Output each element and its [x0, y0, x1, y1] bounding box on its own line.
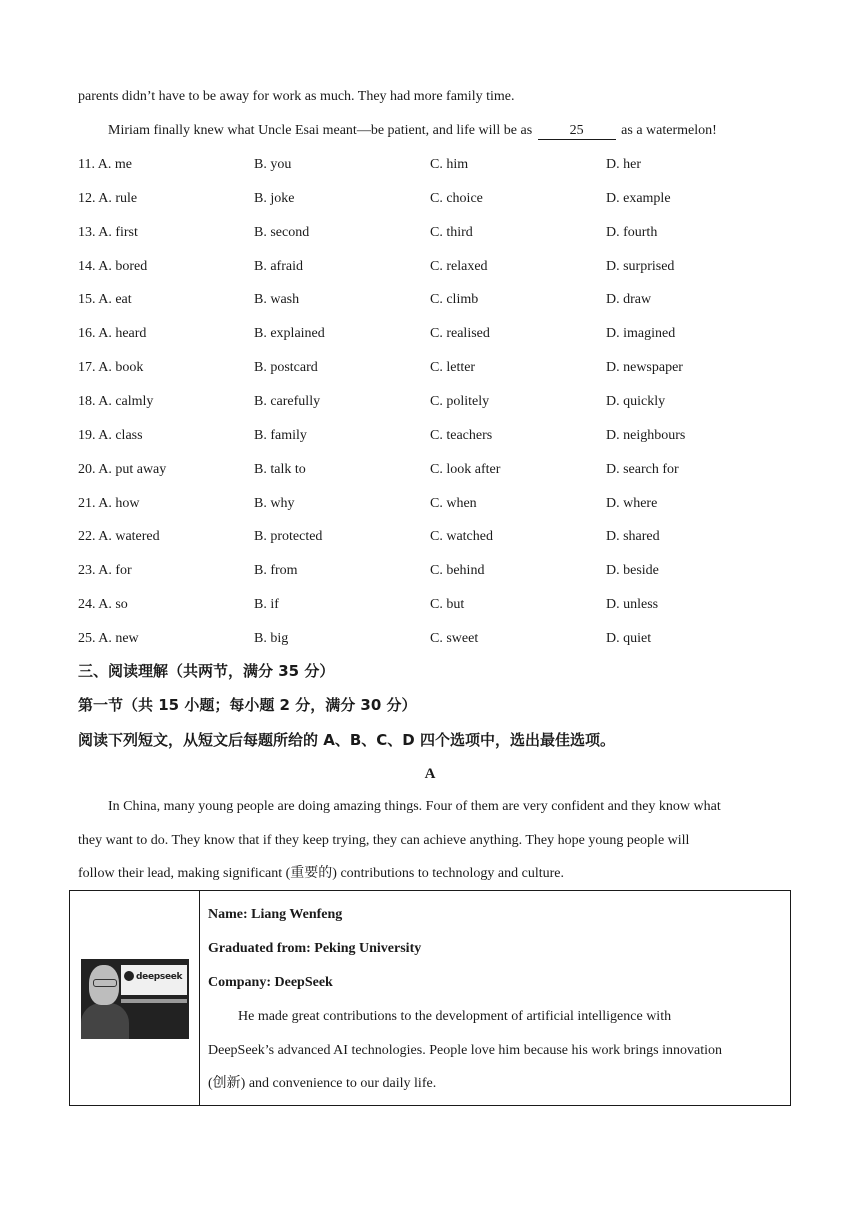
option-c: C. sweet	[430, 631, 479, 646]
option-c: C. him	[430, 157, 469, 172]
option-b: B. afraid	[254, 259, 303, 274]
option-a: 21. A. how	[78, 496, 140, 511]
option-c: C. third	[430, 225, 473, 240]
passage-a-line-2: they want to do. They know that if they keep trying, they can achieve anything. They hope young people will	[78, 833, 690, 848]
option-d: D. newspaper	[606, 360, 683, 375]
option-a: 13. A. first	[78, 225, 138, 240]
question-row	[78, 561, 778, 581]
question-row	[78, 358, 778, 378]
option-d: D. unless	[606, 597, 659, 612]
passage-end-line-1: parents didn’t have to be away for work as much. They had more family time.	[78, 89, 515, 104]
option-a: 11. A. me	[78, 157, 132, 172]
option-c: C. watched	[430, 529, 493, 544]
option-c: C. politely	[430, 394, 490, 409]
option-b: B. why	[254, 496, 295, 511]
passage-end-text-after: as a watermelon!	[621, 123, 717, 138]
photo-sign-strip	[121, 999, 187, 1003]
option-a: 25. A. new	[78, 631, 139, 646]
profile-desc-line-2: DeepSeek’s advanced AI technologies. People love him because his work brings innovation	[208, 1043, 722, 1058]
option-d: D. shared	[606, 529, 660, 544]
option-b: B. second	[254, 225, 310, 240]
option-a: 18. A. calmly	[78, 394, 154, 409]
option-b: B. you	[254, 157, 292, 172]
option-b: B. protected	[254, 529, 323, 544]
option-d: D. beside	[606, 563, 659, 578]
question-row	[78, 629, 778, 649]
photo-person-body	[81, 1003, 129, 1039]
option-c: C. when	[430, 496, 477, 511]
question-row	[78, 223, 778, 243]
option-d: D. her	[606, 157, 641, 172]
passage-end-line-2	[108, 121, 717, 141]
option-a: 15. A. eat	[78, 292, 132, 307]
question-row	[78, 527, 778, 547]
question-row	[78, 257, 778, 277]
option-c: C. teachers	[430, 428, 493, 443]
option-a: 14. A. bored	[78, 259, 148, 274]
question-row	[78, 324, 778, 344]
option-a: 22. A. watered	[78, 529, 160, 544]
passage-a-line-1: In China, many young people are doing amazing things. Four of them are very confident and they know what	[108, 799, 721, 814]
option-c: C. choice	[430, 191, 483, 206]
question-row	[78, 290, 778, 310]
question-row	[78, 189, 778, 209]
option-a: 16. A. heard	[78, 326, 147, 341]
passage-label: A	[424, 766, 436, 782]
profile-desc-line-3: (创新) and convenience to our daily life.	[208, 1076, 437, 1091]
profile-photo	[81, 959, 189, 1039]
section-part-title: 第一节（共 15 小题；每小题 2 分，满分 30 分）	[78, 696, 417, 714]
option-b: B. carefully	[254, 394, 321, 409]
option-b: B. wash	[254, 292, 300, 307]
deepseek-logo-icon	[124, 971, 134, 981]
question-row	[78, 595, 778, 615]
option-d: D. example	[606, 191, 671, 206]
table-column-divider	[199, 891, 200, 1105]
question-row	[78, 155, 778, 175]
option-b: B. family	[254, 428, 307, 443]
option-c: C. climb	[430, 292, 479, 307]
option-a: 19. A. class	[78, 428, 143, 443]
option-a: 23. A. for	[78, 563, 132, 578]
option-a: 20. A. put away	[78, 462, 167, 477]
option-b: B. from	[254, 563, 298, 578]
option-b: B. if	[254, 597, 279, 612]
answer-blank-25: 25	[538, 123, 616, 140]
option-a: 17. A. book	[78, 360, 144, 375]
option-d: D. imagined	[606, 326, 676, 341]
profile-table	[69, 890, 791, 1106]
option-c: C. letter	[430, 360, 476, 375]
profile-desc-line-1: He made great contributions to the development of artificial intelligence with	[238, 1009, 672, 1024]
option-d: D. quickly	[606, 394, 666, 409]
question-row	[78, 494, 778, 514]
option-a: 24. A. so	[78, 597, 128, 612]
section-instruction: 阅读下列短文，从短文后每题所给的 A、B、C、D 四个选项中，选出最佳选项。	[78, 731, 615, 749]
option-b: B. talk to	[254, 462, 306, 477]
option-c: C. but	[430, 597, 465, 612]
section-title: 三、阅读理解（共两节，满分 35 分）	[78, 662, 335, 680]
option-d: D. neighbours	[606, 428, 686, 443]
profile-graduated: Graduated from: Peking University	[208, 941, 422, 956]
option-b: B. big	[254, 631, 289, 646]
option-c: C. realised	[430, 326, 490, 341]
question-row	[78, 392, 778, 412]
question-row	[78, 460, 778, 480]
option-b: B. postcard	[254, 360, 318, 375]
passage-end-text-before: Miriam finally knew what Uncle Esai meant—be patient, and life will be as	[108, 123, 533, 138]
profile-name: Name: Liang Wenfeng	[208, 907, 343, 922]
option-d: D. quiet	[606, 631, 652, 646]
photo-sign-text: deepseek	[136, 972, 183, 982]
option-c: C. behind	[430, 563, 485, 578]
option-d: D. surprised	[606, 259, 675, 274]
passage-a-line-3: follow their lead, making significant (重要的) contributions to technology and culture.	[78, 866, 565, 881]
option-c: C. look after	[430, 462, 501, 477]
option-b: B. explained	[254, 326, 325, 341]
option-d: D. fourth	[606, 225, 658, 240]
option-d: D. where	[606, 496, 658, 511]
option-c: C. relaxed	[430, 259, 488, 274]
photo-glasses	[93, 979, 117, 987]
profile-company: Company: DeepSeek	[208, 975, 333, 990]
option-a: 12. A. rule	[78, 191, 138, 206]
option-d: D. draw	[606, 292, 652, 307]
question-row	[78, 426, 778, 446]
option-d: D. search for	[606, 462, 679, 477]
option-b: B. joke	[254, 191, 295, 206]
